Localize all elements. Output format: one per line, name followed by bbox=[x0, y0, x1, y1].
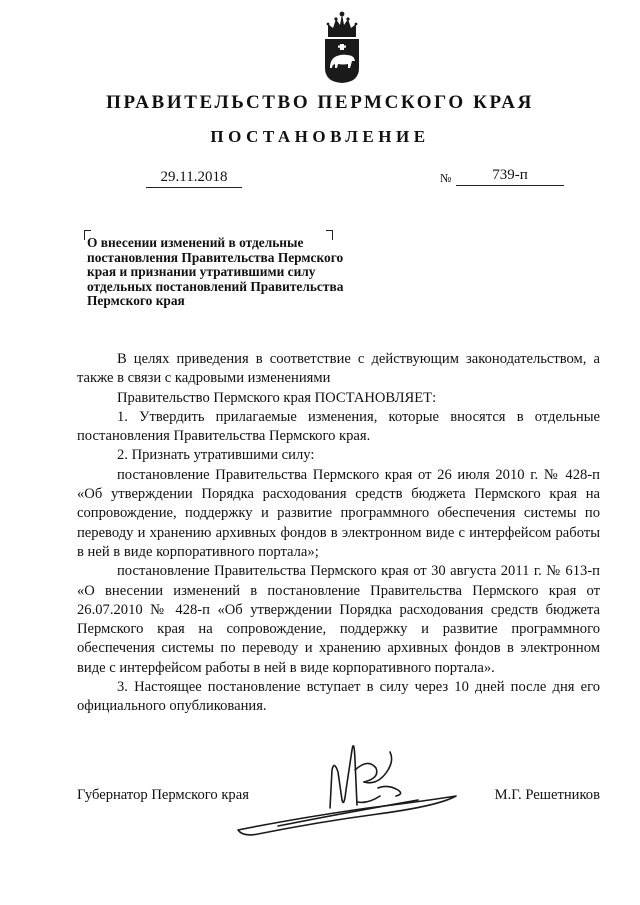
document-number: 739-п bbox=[456, 167, 564, 186]
paragraph-resolves: Правительство Пермского края ПОСТАНОВЛЯЕТ: bbox=[117, 389, 437, 406]
document-date: 29.11.2018 bbox=[146, 169, 242, 188]
organization-title: ПРАВИТЕЛЬСТВО ПЕРМСКОГО КРАЯ bbox=[106, 92, 534, 113]
paragraph-repealed-1: постановление Правительства Пермского края от 26 июля 2010 г. № 428-п «Об утверждении Порядка расходования средств бюджета Пермского края на сопровождение, поддержку и развитие программного обеспечения системы по переводу и хранению архивных фондов в электронном виде с интерфейсом работы в ней в виде корпоративного портала»; bbox=[77, 466, 600, 560]
paragraph-item-1: 1. Утвердить прилагаемые изменения, которые вносятся в отдельные постановления Правительства Пермского края. bbox=[77, 408, 600, 445]
paragraph-item-2: 2. Признать утратившими силу: bbox=[117, 447, 315, 464]
paragraph-item-3: 3. Настоящее постановление вступает в силу через 10 дней после дня его официального опубликования. bbox=[77, 679, 600, 715]
paragraph-repealed-2: постановление Правительства Пермского края от 30 августа 2011 г. № 613-п «О внесении изменений в постановление Правительства Пермского края от 26.07.2010 № 428-п «Об утверждении Порядка расходования средств бюджета Пермского края на сопровождение, поддержку и развитие программного обеспечения системы по переводу и хранению архивных фондов в электронном виде с интерфейсом работы в ней в виде корпоративного портала». bbox=[77, 563, 600, 676]
handwritten-signature bbox=[218, 730, 458, 850]
number-sign: № bbox=[440, 171, 452, 185]
signatory-name: М.Г. Решетников bbox=[494, 787, 600, 803]
document-subject: О внесении изменений в отдельные постановления Правительства Пермского края и признании утратившими силу отдельных постановлений Правительства Пермского края bbox=[87, 235, 344, 309]
document-body bbox=[77, 350, 600, 717]
signatory-position: Губернатор Пермского края bbox=[77, 787, 249, 803]
coat-of-arms-icon bbox=[322, 10, 362, 84]
document-type: ПОСТАНОВЛЕНИЕ bbox=[210, 127, 430, 146]
paragraph-preamble: В целях приведения в соответствие с действующим законодательством, а также в связи с кадровыми изменениями bbox=[77, 351, 600, 387]
